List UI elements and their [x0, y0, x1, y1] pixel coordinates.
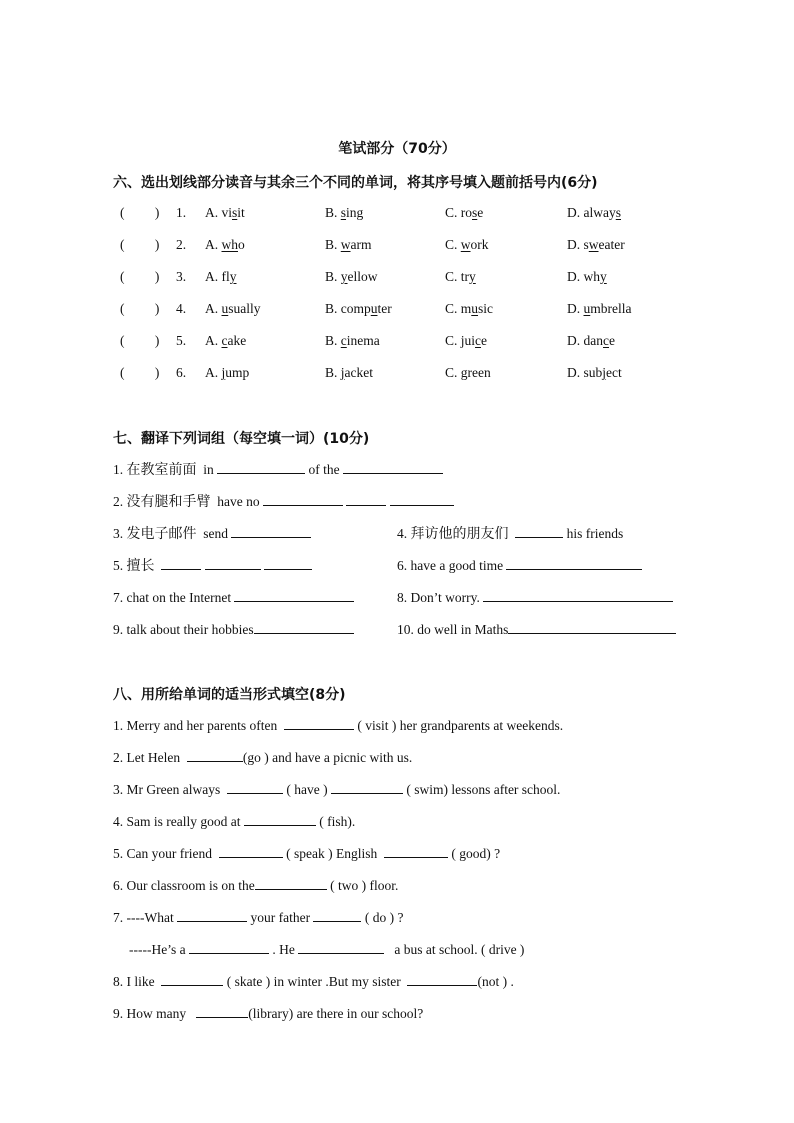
underlined-letters: c [340, 333, 347, 348]
option-a: A. usually [205, 301, 261, 316]
s8-q9: 9. How many (library) are there in our school? [113, 1006, 424, 1021]
answer-blank[interactable] [331, 780, 403, 794]
s7-q6: 6. have a good time [397, 556, 642, 575]
answer-blank[interactable] [264, 556, 312, 570]
answer-bracket[interactable]: ( ) [120, 237, 160, 252]
answer-blank[interactable] [205, 556, 261, 570]
answer-blank[interactable] [189, 940, 269, 954]
option-d: D. umbrella [567, 301, 632, 316]
s7-q2-chinese: 没有腿和手臂 [126, 494, 211, 510]
answer-blank[interactable] [346, 492, 386, 506]
answer-blank[interactable] [506, 556, 642, 570]
s7-q5: 5. 擅长 [113, 556, 312, 575]
answer-blank[interactable] [161, 556, 201, 570]
option-b: B. cinema [325, 333, 380, 348]
answer-blank[interactable] [255, 876, 327, 890]
answer-blank[interactable] [187, 748, 243, 762]
question-number: 5. [176, 333, 187, 348]
answer-blank[interactable] [177, 908, 247, 922]
s8-q1: 1. Merry and her parents often ( visit ) her grandparents at weekends. [113, 718, 564, 733]
option-a: A. who [205, 237, 245, 252]
option-c: C. try [445, 269, 476, 284]
s7-q1-chinese: 在教室前面 [126, 462, 197, 478]
answer-blank[interactable] [298, 940, 384, 954]
answer-blank[interactable] [244, 812, 316, 826]
underlined-letters: j [340, 365, 345, 380]
underlined-letters: c [603, 333, 609, 348]
s7-q2: 2. 没有腿和手臂 have no [113, 492, 454, 511]
answer-blank[interactable] [343, 460, 443, 474]
answer-blank[interactable] [254, 620, 354, 634]
s8-q5: 5. Can your friend ( speak ) English ( good) ? [113, 846, 501, 861]
section-7-heading: 七、翻译下列词组（每空填一词）(10分) [113, 431, 370, 447]
s8-q7: 7. ----What your father ( do ) ? [113, 910, 404, 925]
s7-q3-chinese: 发电子邮件 [126, 526, 197, 542]
option-b: B. sing [325, 205, 364, 220]
underlined-letters: y [229, 269, 237, 284]
underlined-letters: wh [221, 237, 238, 252]
option-d: D. subject [567, 365, 622, 380]
option-a: A. fly [205, 269, 237, 284]
option-c: C. green [445, 365, 491, 380]
answer-bracket[interactable]: ( ) [120, 269, 160, 284]
s8-q7-reply: -----He’s a . He a bus at school. ( drive ) [129, 942, 525, 957]
underlined-letters: j [602, 365, 607, 380]
answer-blank[interactable] [161, 972, 223, 986]
answer-blank[interactable] [219, 844, 283, 858]
s7-q1: 1. 在教室前面 in of the [113, 460, 443, 479]
question-number: 6. [176, 365, 187, 380]
answer-blank[interactable] [284, 716, 354, 730]
s8-q3: 3. Mr Green always ( have ) ( swim) lessons after school. [113, 782, 561, 797]
option-c: C. music [445, 301, 494, 316]
option-a: A. visit [205, 205, 245, 220]
section-6-heading: 六、选出划线部分读音与其余三个不同的单词，将其序号填入题前括号内(6分) [113, 175, 598, 191]
answer-blank[interactable] [515, 524, 563, 538]
s7-q10: 10. do well in Maths [397, 620, 676, 639]
answer-bracket[interactable]: ( ) [120, 365, 160, 380]
question-number: 3. [176, 269, 187, 284]
answer-blank[interactable] [217, 460, 305, 474]
answer-blank[interactable] [390, 492, 454, 506]
answer-bracket[interactable]: ( ) [120, 301, 160, 316]
option-d: D. why [567, 269, 607, 284]
s8-q2: 2. Let Helen (go ) and have a picnic with us. [113, 750, 413, 765]
option-d: D. sweater [567, 237, 625, 252]
option-b: B. yellow [325, 269, 378, 284]
answer-blank[interactable] [234, 588, 354, 602]
underlined-letters: u [583, 301, 591, 316]
underlined-letters: w [340, 237, 351, 252]
underlined-letters: y [600, 269, 607, 284]
s8-q4: 4. Sam is really good at ( fish). [113, 814, 356, 829]
underlined-letters: s [340, 205, 347, 220]
question-number: 2. [176, 237, 187, 252]
option-a: A. cake [205, 333, 247, 348]
s8-q8: 8. I like ( skate ) in winter .But my sister (not ) . [113, 974, 514, 989]
s8-q6: 6. Our classroom is on the ( two ) floor. [113, 878, 399, 893]
underlined-letters: y [469, 269, 476, 284]
s7-q8: 8. Don’t worry. [397, 588, 673, 607]
underlined-letters: c [221, 333, 228, 348]
option-c: C. rose [445, 205, 484, 220]
answer-blank[interactable] [263, 492, 343, 506]
answer-blank[interactable] [407, 972, 477, 986]
answer-blank[interactable] [508, 620, 676, 634]
underlined-letters: y [340, 269, 348, 284]
option-b: B. jacket [325, 365, 374, 380]
s7-q7: 7. chat on the Internet [113, 588, 354, 607]
option-d: D. dance [567, 333, 615, 348]
underlined-letters: g [460, 365, 468, 380]
answer-blank[interactable] [384, 844, 448, 858]
underlined-letters: c [475, 333, 482, 348]
answer-blank[interactable] [483, 588, 673, 602]
answer-blank[interactable] [196, 1004, 248, 1018]
answer-bracket[interactable]: ( ) [120, 205, 160, 220]
underlined-letters: w [588, 237, 599, 252]
s7-q4-chinese: 拜访他的朋友们 [410, 526, 509, 542]
option-c: C. work [445, 237, 489, 252]
option-c: C. juice [445, 333, 488, 348]
option-d: D. always [567, 205, 621, 220]
s7-q3: 3. 发电子邮件 send [113, 524, 311, 543]
underlined-letters: s [615, 205, 621, 220]
question-number: 4. [176, 301, 187, 316]
option-b: B. computer [325, 301, 392, 316]
underlined-letters: u [221, 301, 229, 316]
option-a: A. jump [205, 365, 250, 380]
underlined-letters: u [471, 301, 479, 316]
answer-blank[interactable] [231, 524, 311, 538]
underlined-letters: w [460, 237, 471, 252]
s7-q5-chinese: 擅长 [126, 558, 155, 574]
option-b: B. warm [325, 237, 372, 252]
underlined-letters: j [221, 365, 226, 380]
section-8-heading: 八、用所给单词的适当形式填空(8分) [113, 687, 346, 703]
underlined-letters: s [472, 205, 478, 220]
s7-q9: 9. talk about their hobbies [113, 620, 354, 639]
underlined-letters: u [370, 301, 378, 316]
answer-blank[interactable] [313, 908, 361, 922]
s7-q4: 4. 拜访他的朋友们 his friends [397, 526, 624, 542]
question-number: 1. [176, 205, 187, 220]
answer-bracket[interactable]: ( ) [120, 333, 160, 348]
page-title: 笔试部分（70分） [338, 141, 456, 157]
underlined-letters: s [232, 205, 238, 220]
answer-blank[interactable] [227, 780, 283, 794]
